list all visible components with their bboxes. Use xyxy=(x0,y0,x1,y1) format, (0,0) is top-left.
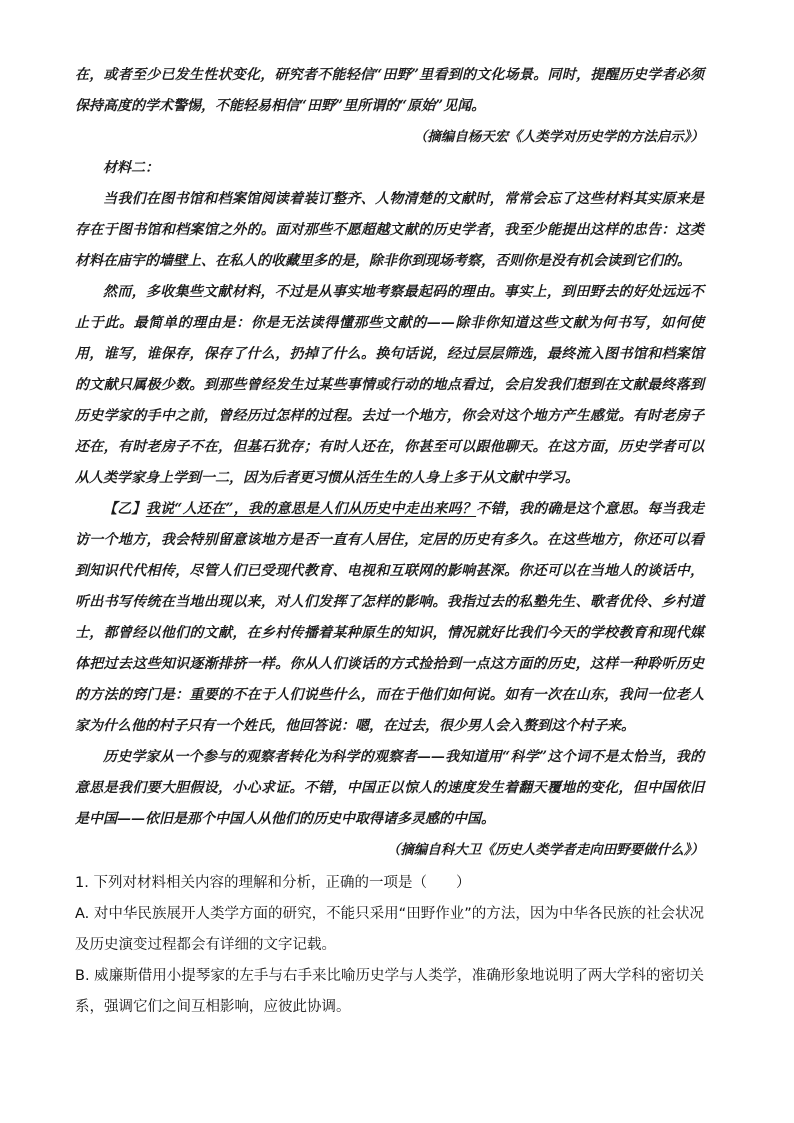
material2-paragraph-3 xyxy=(75,494,704,742)
material2-label: 材料二： xyxy=(103,160,159,176)
source-citation-1: （摘编自杨天宏《人类学对历史学的方法启示》） xyxy=(413,129,704,145)
marker-yi: 【乙】 xyxy=(103,501,146,517)
underlined-sentence: 我说“人还在”，我的意思是人们从历史中走出来吗？ xyxy=(145,501,477,517)
question-1-option-a[interactable]: A. 对中华民族展开人类学方面的研究，不能只采用“田野作业”的方法，因为中华各民族的社会状况及历史演变过程都会有详细的文字记载。 xyxy=(75,906,704,953)
question-1 xyxy=(75,868,704,1023)
question-1-option-b[interactable]: B. 威廉斯借用小提琴家的左手与右手来比喻历史学与人类学，准确形象地说明了两大学科的密切关系，强调它们之间互相影响，应彼此协调。 xyxy=(75,968,704,1015)
material2-paragraph-1: 当我们在图书馆和档案馆阅读着装订整齐、人物清楚的文献时，常常会忘了这些材料其实原来是存在于图书馆和档案馆之外的。面对那些不愿超越文献的历史学者，我至少能提出这样的忠告：这类材料在庙宇的墙壁上、在私人的收藏里多的是，除非你到现场考察，否则你是没有机会读到它们的。 xyxy=(75,191,704,269)
material2-paragraph-3-rest: 不错，我的确是这个意思。每当我走访一个地方，我会特别留意该地方是否一直有人居住，定居的历史有多久。在这些地方，你还可以看到知识代代相传，尽管人们已受现代教育、电视和互联网的影响甚深。你还可以在当地人的谈话中，听出书写传统在当地出现以来，对人们发挥了怎样的影响。我指过去的私塾先生、歌者优伶、乡村道士，都曾经以他们的文献，在乡村传播着某种原生的知识，情况就好比我们今天的学校教育和现代媒体把过去这些知识逐渐排挤一样。你从人们谈话的方式捡拾到一点这方面的历史，这样一种聆听历史的方法的窍门是：重要的不在于人们说些什么，而在于他们如何说。如有一次在山东，我问一位老人家为什么他的村子只有一个姓氏，他回答说：嗯，在过去，很少男人会入赘到这个村子来。 xyxy=(75,501,704,734)
material1-tail-paragraph: 在，或者至少已发生性状变化，研究者不能轻信“田野”里看到的文化场景。同时，提醒历史学者必须保持高度的学术警惕，不能轻易相信“田野”里所谓的“原始”见闻。 xyxy=(75,67,704,114)
source-citation-2: （摘编自科大卫《历史人类学者走向田野要做什么》） xyxy=(386,842,704,858)
material2-paragraph-2: 然而，多收集些文献材料，不过是从事实地考察最起码的理由。事实上，到田野去的好处远远不止于此。最简单的理由是：你是无法读得懂那些文献的——除非你知道这些文献为何书写，如何使用，谁写，谁保存，保存了什么，扔掉了什么。换句话说，经过层层筛选，最终流入图书馆和档案馆的文献只属极少数。到那些曾经发生过某些事情或行动的地点看过，会启发我们想到在文献最终落到历史学家的手中之前，曾经历过怎样的过程。去过一个地方，你会对这个地方产生感觉。有时老房子还在，有时老房子不在，但基石犹存；有时人还在，你甚至可以跟他聊天。在这方面，历史学者可以从人类学家身上学到一二，因为后者更习惯从活生生的人身上多于从文献中学习。 xyxy=(75,284,704,486)
material2-paragraph-4: 历史学家从一个参与的观察者转化为科学的观察者——我知道用“科学”这个词不是太恰当，我的意思是我们要大胆假设，小心求证。不错，中国正以惊人的速度发生着翻天覆地的变化，但中国依旧是中国——依旧是那个中国人从他们的历史中取得诸多灵感的中国。 xyxy=(75,749,704,827)
question-1-stem: 1. 下列对材料相关内容的理解和分析，正确的一项是（ ） xyxy=(75,875,471,891)
